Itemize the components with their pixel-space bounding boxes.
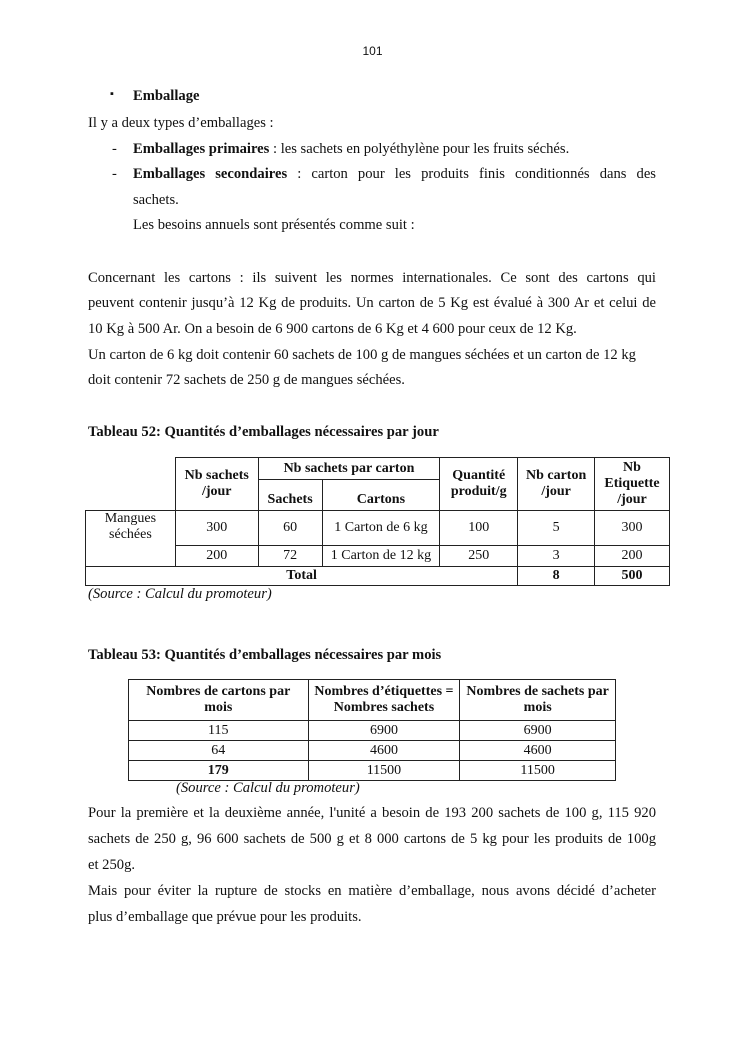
- list-item-term: Emballages secondaires: [133, 166, 288, 182]
- cell: 5: [518, 511, 595, 546]
- cell: 72: [258, 546, 322, 567]
- table53-source: (Source : Calcul du promoteur): [176, 780, 360, 796]
- cell: 115: [129, 721, 309, 741]
- cell: 300: [595, 511, 670, 546]
- header-etiquettes: Nombres d’étiquettes = Nombres sachets: [308, 680, 460, 721]
- table52-source: (Source : Calcul du promoteur): [88, 586, 272, 602]
- total-row: [129, 761, 616, 781]
- besoins-text: Les besoins annuels sont présentés comme suit :: [133, 217, 415, 233]
- table53: [128, 679, 616, 781]
- list-item-text: : les sachets en polyéthylène pour les fruits séchés.: [269, 141, 570, 157]
- total-carton: 8: [518, 567, 595, 586]
- section-title: Emballage: [133, 88, 200, 104]
- paragraph-line: doit contenir 72 sachets de 250 g de mangues séchées.: [88, 372, 405, 388]
- cell: 200: [595, 546, 670, 567]
- list-item: [133, 166, 656, 183]
- header-nb-etiquette: Nb Etiquette /jour: [595, 458, 670, 511]
- empty-corner-cell: [86, 458, 176, 511]
- header-nb-sachets: Nb sachets /jour: [175, 458, 258, 511]
- cell: 6900: [460, 721, 616, 741]
- paragraph-line: Mais pour éviter la rupture de stocks en matière d’emballage, nous avons décidé d’acheter: [88, 883, 656, 899]
- paragraph-line: Pour la première et la deuxième année, l'unité a besoin de 193 200 sachets de 100 g, 115 920: [88, 805, 656, 821]
- list-item-term: Emballages primaires: [133, 141, 270, 157]
- table-row: [86, 511, 670, 546]
- cell: 1 Carton de 6 kg: [322, 511, 440, 546]
- header-cartons: Cartons: [322, 480, 440, 511]
- cell: 100: [440, 511, 518, 546]
- header-sachets-mois: Nombres de sachets par mois: [460, 680, 616, 721]
- table-row: [129, 741, 616, 761]
- header-cartons-mois: Nombres de cartons par mois: [129, 680, 309, 721]
- total-row: [86, 567, 670, 586]
- table52: [85, 457, 670, 586]
- total-etiquette: 500: [595, 567, 670, 586]
- paragraph-line: peuvent contenir jusqu’à 12 Kg de produits. Un carton de 5 Kg est évalué à 300 Ar et celui de: [88, 295, 656, 311]
- list-dash: -: [112, 141, 117, 157]
- paragraph-line: plus d’emballage que prévue pour les produits.: [88, 909, 362, 925]
- cell: 11500: [308, 761, 460, 781]
- cell: 64: [129, 741, 309, 761]
- row-label: Mangues séchées: [86, 511, 176, 567]
- header-nb-carton: Nb carton /jour: [518, 458, 595, 511]
- paragraph-line: Concernant les cartons : ils suivent les normes internationales. Ce sont des cartons qui: [88, 270, 656, 286]
- header-group: Nb sachets par carton: [258, 458, 440, 480]
- table53-caption: Tableau 53: Quantités d’emballages nécessaires par mois: [88, 647, 442, 663]
- list-item-continuation: sachets.: [133, 192, 179, 208]
- paragraph-line: sachets de 250 g, 96 600 sachets de 500 g et 8 000 cartons de 5 kg pour les produits de 100g: [88, 831, 656, 847]
- cell: 250: [440, 546, 518, 567]
- cell: 60: [258, 511, 322, 546]
- bullet-icon: ▪: [110, 88, 114, 100]
- cell: 4600: [460, 741, 616, 761]
- intro-text: Il y a deux types d’emballages :: [88, 115, 274, 131]
- cell: 1 Carton de 12 kg: [322, 546, 440, 567]
- cell: 300: [175, 511, 258, 546]
- list-item: [133, 141, 569, 158]
- cell: 179: [129, 761, 309, 781]
- paragraph-line: 10 Kg à 500 Ar. On a besoin de 6 900 cartons de 6 Kg et 4 600 pour ceux de 12 Kg.: [88, 321, 577, 337]
- cell: 200: [175, 546, 258, 567]
- list-dash: -: [112, 166, 117, 182]
- cell: 6900: [308, 721, 460, 741]
- page-number: 101: [362, 44, 383, 58]
- header-quantite: Quantité produit/g: [440, 458, 518, 511]
- table52-caption: Tableau 52: Quantités d’emballages nécessaires par jour: [88, 424, 439, 440]
- total-label: Total: [86, 567, 518, 586]
- paragraph-line: Un carton de 6 kg doit contenir 60 sachets de 100 g de mangues séchées et un carton de 12 kg: [88, 347, 636, 363]
- cell: 4600: [308, 741, 460, 761]
- cell: 11500: [460, 761, 616, 781]
- cell: 3: [518, 546, 595, 567]
- paragraph-line: et 250g.: [88, 857, 136, 873]
- table-row: [129, 721, 616, 741]
- header-sachets: Sachets: [258, 480, 322, 511]
- list-item-text: : carton pour les produits finis conditionnés dans des: [287, 166, 656, 182]
